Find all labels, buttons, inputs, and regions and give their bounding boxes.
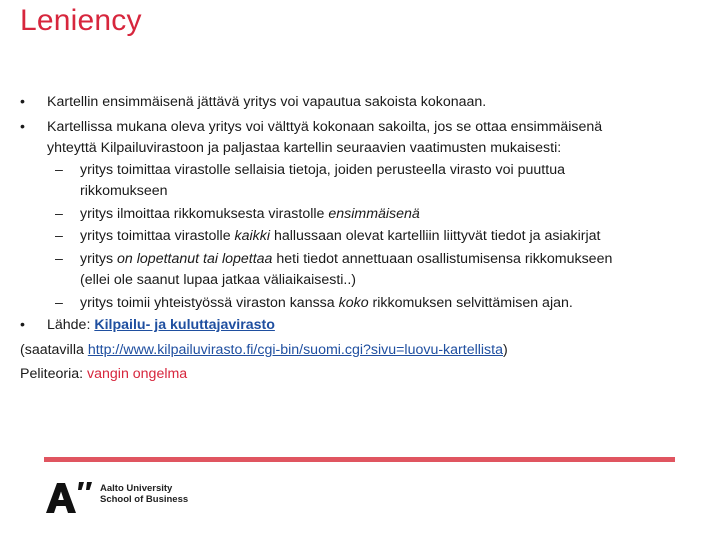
peliteoria-line [20, 364, 700, 386]
sub-bullet-4-pre: yritys [80, 250, 118, 267]
sub-bullet-5-emphasis: koko [338, 294, 369, 311]
bullet-3 [20, 315, 700, 337]
peliteoria-label: Peliteoria: [20, 366, 88, 382]
sub-bullet-3 [20, 226, 700, 248]
sub-bullet-5-pre: yritys toimii yhteistyössä viraston kanssa [80, 294, 339, 311]
sub-bullet-1-line2: rikkomukseen [80, 183, 168, 199]
peliteoria-value: vangin ongelma [87, 366, 188, 382]
slide-content [20, 92, 700, 386]
sub-bullet-2 [20, 204, 700, 226]
bullet-1-text: Kartellin ensimmäisenä jättävä yritys voi vapautua sakoista kokonaan. [47, 94, 487, 110]
sub-bullet-2-text: yritys ilmoittaa rikkomuksesta virastolle [80, 205, 329, 222]
sub-bullet-dash: – [55, 294, 63, 311]
sub-bullet-1-line1: yritys toimittaa virastolle sellaisia tietoja, joiden perusteella virasto voi puuttua [80, 161, 565, 178]
sub-bullet-4-post: heti tiedot annettuaan osallistumisensa rikkomukseen [272, 250, 613, 267]
bullet-2 [20, 117, 700, 160]
sub-bullet-4-line2: (ellei ole saanut lupaa jatkaa väliaikaisesti..) [80, 272, 357, 288]
bullet-dot: • [20, 317, 25, 333]
sub-bullet-dash: – [55, 161, 63, 178]
bullet-dot: • [20, 118, 25, 135]
sub-bullet-4-emphasis: on lopettanut tai lopettaa [117, 250, 273, 267]
bullet-2-line2: yhteyttä Kilpailuvirastoon ja paljastaa kartellin seuraavien vaatimusten mukaisesti: [47, 140, 562, 156]
sub-bullet-3-post: hallussaan olevat kartelliin liittyvät tiedot ja asiakirjat [270, 228, 601, 244]
sub-bullet-4 [20, 249, 700, 292]
source-pre: (saatavilla [20, 341, 88, 358]
bullet-2-line1: Kartellissa mukana oleva yritys voi välttyä kokonaan sakoilta, jos se ottaa ensimmäisenä [47, 118, 603, 135]
footer-divider [44, 457, 675, 462]
source-label: Lähde: [47, 317, 95, 333]
sub-bullet-2-emphasis: ensimmäisenä [328, 205, 420, 222]
sub-bullet-3-pre: yritys toimittaa virastolle [80, 228, 235, 244]
sub-bullet-dash: – [55, 228, 63, 244]
bullet-1 [20, 92, 700, 114]
logo-line-2: School of Business [100, 494, 189, 505]
source-url-link[interactable]: http://www.kilpailuvirasto.fi/cgi-bin/suomi.cgi?sivu=luovu-kartellista [87, 341, 503, 358]
sub-bullet-dash: – [55, 205, 63, 222]
bullet-dot: • [20, 94, 25, 110]
source-link[interactable]: Kilpailu- ja kuluttajavirasto [94, 317, 275, 333]
sub-bullet-3-emphasis: kaikki [234, 228, 271, 244]
sub-bullet-dash: – [55, 250, 63, 267]
source-availability [20, 340, 700, 362]
source-post: ) [502, 341, 508, 358]
slide-title: Leniency [20, 4, 142, 37]
logo-line-1: Aalto University [100, 483, 173, 494]
sub-bullet-5 [20, 293, 700, 315]
logo-wordmark [100, 483, 188, 505]
aalto-logo-icon [44, 480, 94, 514]
sub-bullet-5-post: rikkomuksen selvittämisen ajan. [368, 294, 573, 311]
sub-bullet-1 [20, 160, 700, 203]
